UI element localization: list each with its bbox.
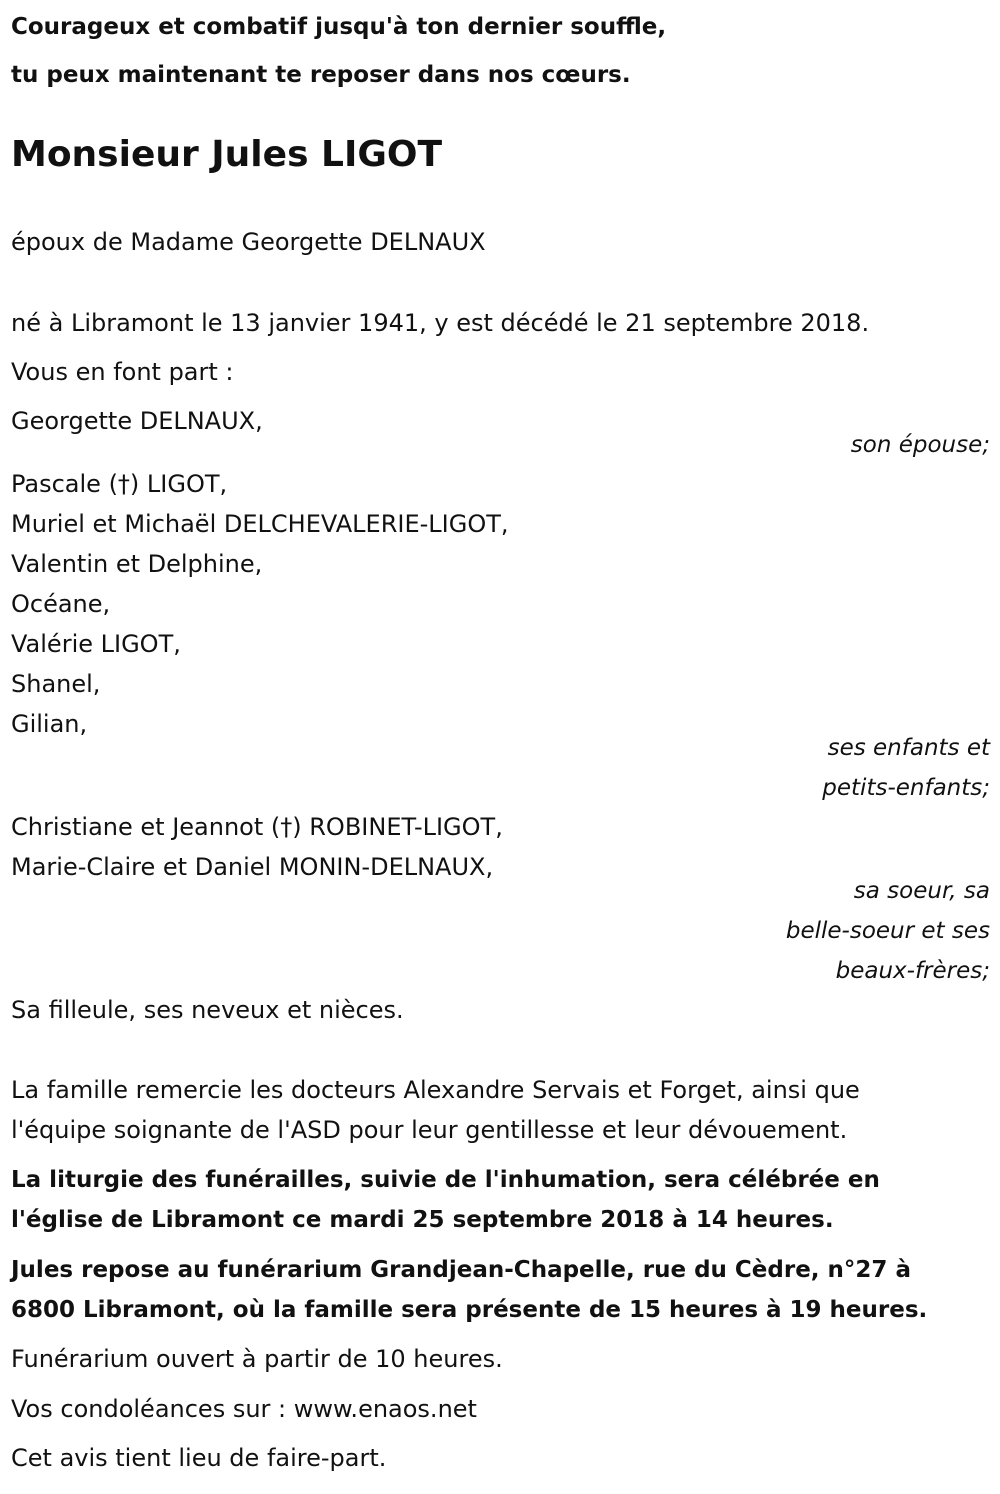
spouse-line: époux de Madame Georgette DELNAUX (11, 228, 486, 256)
funeral-line-2: l'église de Libramont ce mardi 25 septembre 2018 à 14 heures. (11, 1207, 834, 1233)
thanks-line-1: La famille remercie les docteurs Alexandre Servais et Forget, ainsi que (11, 1076, 860, 1104)
relation-children-line-1: ses enfants et (827, 735, 990, 761)
notice-line: Cet avis tient lieu de faire-part. (11, 1444, 387, 1472)
deceased-name: Monsieur Jules LIGOT (11, 134, 443, 175)
funerarium-line-1: Jules repose au funérarium Grandjean-Chapelle, rue du Cèdre, n°27 à (11, 1257, 911, 1283)
family-member: Valentin et Delphine, (11, 550, 263, 578)
thanks-line-2: l'équipe soignante de l'ASD pour leur gentillesse et leur dévouement. (11, 1116, 848, 1144)
family-member: Muriel et Michaël DELCHEVALERIE-LIGOT, (11, 510, 509, 538)
epigraph-line-2: tu peux maintenant te reposer dans nos cœurs. (11, 62, 631, 88)
family-member: Valérie LIGOT, (11, 630, 181, 658)
epigraph-line-1: Courageux et combatif jusqu'à ton dernier souffle, (11, 14, 667, 40)
relation-siblings-line-1: sa soeur, sa (853, 878, 990, 904)
funeral-line-1: La liturgie des funérailles, suivie de l'inhumation, sera célébrée en (11, 1167, 880, 1193)
opening-hours: Funérarium ouvert à partir de 10 heures. (11, 1345, 503, 1373)
relation-spouse: son épouse; (850, 432, 990, 458)
relation-children-line-2: petits-enfants; (822, 775, 990, 801)
birth-death-line: né à Libramont le 13 janvier 1941, y est décédé le 21 septembre 2018. (11, 309, 870, 337)
family-member: Christiane et Jeannot (†) ROBINET-LIGOT, (11, 813, 503, 841)
family-member: Georgette DELNAUX, (11, 407, 263, 435)
family-member: Marie-Claire et Daniel MONIN-DELNAUX, (11, 853, 494, 881)
family-member: Pascale (†) LIGOT, (11, 470, 228, 498)
family-member: Sa filleule, ses neveux et nièces. (11, 996, 404, 1024)
family-member: Gilian, (11, 710, 88, 738)
announcement-intro: Vous en font part : (11, 358, 234, 386)
condolences-line: Vos condoléances sur : www.enaos.net (11, 1395, 477, 1423)
funerarium-line-2: 6800 Libramont, où la famille sera présente de 15 heures à 19 heures. (11, 1297, 928, 1323)
family-member: Shanel, (11, 670, 101, 698)
family-member: Océane, (11, 590, 111, 618)
relation-siblings-line-2: belle-soeur et ses (785, 918, 990, 944)
relation-siblings-line-3: beaux-frères; (835, 958, 990, 984)
